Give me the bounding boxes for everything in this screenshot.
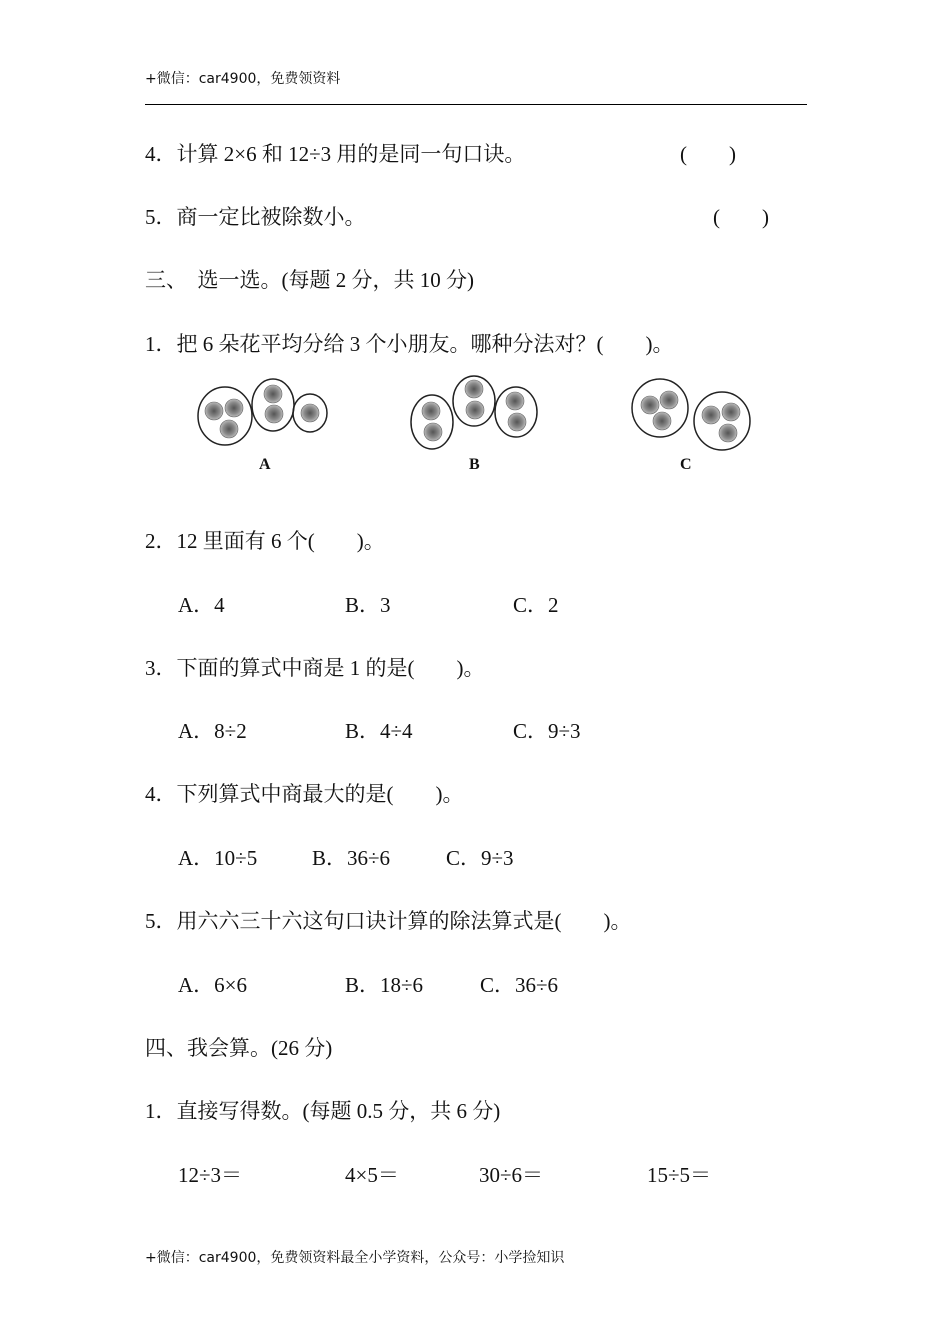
q5-option-c[interactable]: C．36÷6 <box>480 973 559 997</box>
figure-a-label[interactable]: A <box>259 456 271 473</box>
flower <box>205 402 223 420</box>
s3-question-4: 4．下列算式中商最大的是( )。 <box>145 782 464 806</box>
figure-c-flower-groups <box>628 374 758 454</box>
exercise-1[interactable]: 12÷3＝ <box>178 1163 243 1187</box>
figure-b-label[interactable]: B <box>469 456 480 473</box>
footer-note: +微信：car4900，免费领资料最全小学资料，公众号：小学捡知识 <box>145 1250 565 1266</box>
figure-a-flower-groups <box>195 374 335 452</box>
exercise-2[interactable]: 4×5＝ <box>345 1163 399 1187</box>
s4-sub-1: 1．直接写得数。(每题 0.5 分，共 6 分) <box>145 1099 501 1123</box>
exercise-3[interactable]: 30÷6＝ <box>479 1163 544 1187</box>
flower <box>466 401 484 419</box>
q2-option-b[interactable]: B．3 <box>345 593 391 617</box>
header-note: +微信：car4900，免费领资料 <box>145 71 341 87</box>
exercise-4[interactable]: 15÷5＝ <box>647 1163 712 1187</box>
q2-option-a[interactable]: A．4 <box>178 593 225 617</box>
flower <box>506 392 524 410</box>
section-4-title: 四、我会算。(26 分) <box>145 1036 333 1060</box>
flower <box>641 396 659 414</box>
flower <box>465 380 483 398</box>
judge-item-5: 5．商一定比被除数小。 <box>145 205 366 229</box>
q3-option-c[interactable]: C．9÷3 <box>513 719 581 743</box>
s3-question-3: 3．下面的算式中商是 1 的是( )。 <box>145 656 485 680</box>
s3-question-1: 1．把 6 朵花平均分给 3 个小朋友。哪种分法对？( )。 <box>145 332 674 356</box>
flower <box>702 406 720 424</box>
q3-option-b[interactable]: B．4÷4 <box>345 719 413 743</box>
flower <box>424 423 442 441</box>
q2-option-c[interactable]: C．2 <box>513 593 559 617</box>
header-rule <box>145 104 807 105</box>
flower <box>719 424 737 442</box>
judge-item-5-answer-box[interactable]: ( ) <box>713 205 769 229</box>
flower <box>660 391 678 409</box>
group-circle <box>694 392 750 450</box>
figure-c-label[interactable]: C <box>680 456 692 473</box>
flower <box>301 404 319 422</box>
section-3-title: 三、 选一选。(每题 2 分，共 10 分) <box>145 268 474 292</box>
flower <box>220 420 238 438</box>
q5-option-a[interactable]: A．6×6 <box>178 973 248 997</box>
q4-option-c[interactable]: C．9÷3 <box>446 846 514 870</box>
flower <box>722 403 740 421</box>
flower <box>225 399 243 417</box>
q5-option-b[interactable]: B．18÷6 <box>345 973 424 997</box>
s3-question-5: 5．用六六三十六这句口诀计算的除法算式是( )。 <box>145 909 632 933</box>
q3-option-a[interactable]: A．8÷2 <box>178 719 247 743</box>
s3-question-2: 2．12 里面有 6 个( )。 <box>145 529 385 553</box>
flower <box>508 413 526 431</box>
judge-item-4: 4．计算 2×6 和 12÷3 用的是同一句口诀。 <box>145 142 526 166</box>
flower <box>653 412 671 430</box>
q4-option-b[interactable]: B．36÷6 <box>312 846 391 870</box>
judge-item-4-answer-box[interactable]: ( ) <box>680 142 736 166</box>
figure-b-flower-groups <box>405 374 545 452</box>
flower <box>264 385 282 403</box>
flower <box>265 405 283 423</box>
q4-option-a[interactable]: A．10÷5 <box>178 846 258 870</box>
flower <box>422 402 440 420</box>
